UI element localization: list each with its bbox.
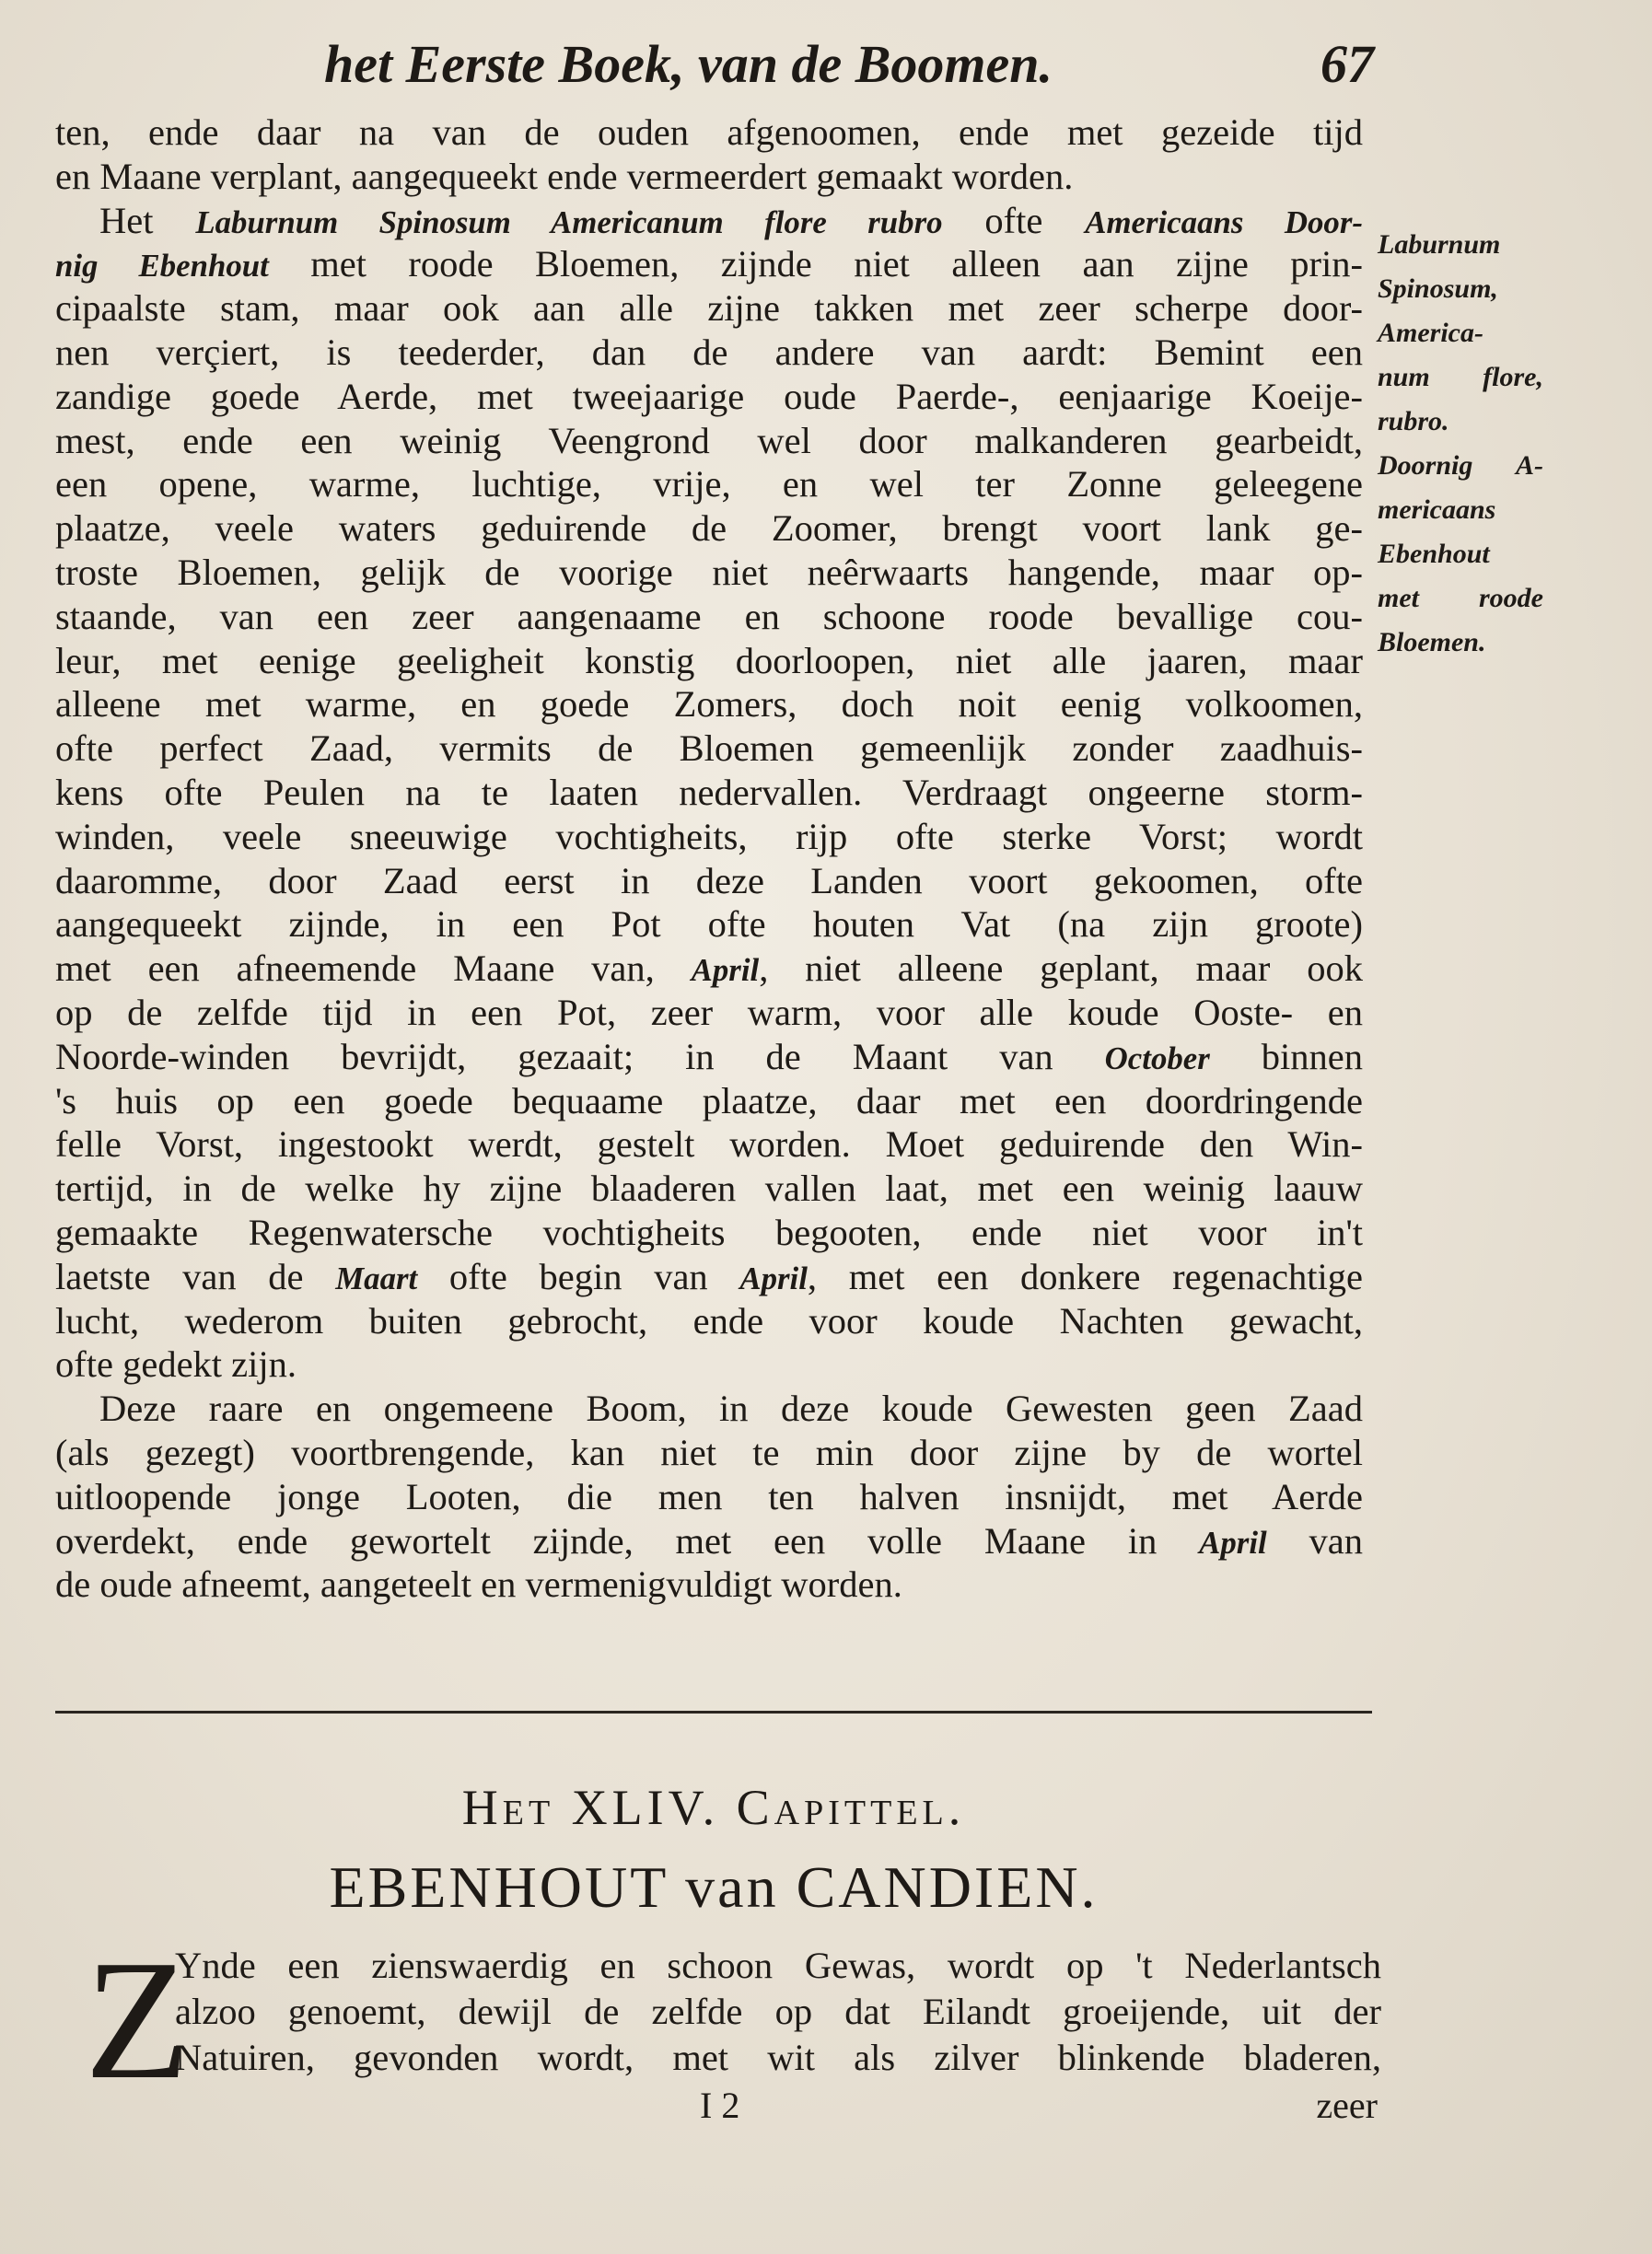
catchword: zeer <box>1316 2085 1378 2126</box>
text-line: troste Bloemen, gelijk de voorige niet neêrwaarts hangende, maar op- <box>55 551 1363 593</box>
text-line: Natuiren, gevonden wordt, met wit als zilver blinkende bladeren, <box>175 2037 1381 2078</box>
text-line: nen verçiert, is teederder, dan de andere van aardt: Bemint een <box>55 331 1363 373</box>
text-line: op de zelfde tijd in een Pot, zeer warm, voor alle koude Ooste- en <box>55 991 1363 1033</box>
text-line: lucht, wederom buiten gebrocht, ende voor koude Nachten gewacht, <box>55 1299 1363 1342</box>
chapter-opening-text <box>175 1943 1381 2081</box>
margin-note-line: rubro. <box>1378 406 1449 436</box>
running-header <box>324 28 1374 101</box>
text-line: nig Ebenhout met roode Bloemen, zijnde niet alleen aan zijne prin- <box>55 243 1363 285</box>
italic-term: Maart <box>335 1260 418 1296</box>
text-line: plaatze, veele waters geduirende de Zoomer, brengt voort lank ge- <box>55 507 1363 550</box>
margin-note-line: Spinosum, <box>1378 273 1498 304</box>
chapter-heading: Het XLIV. Capittel. <box>461 1780 966 1835</box>
page-number: 67 <box>1320 34 1374 94</box>
text-line: Deze raare en ongemeene Boom, in deze koude Gewesten geen Zaad <box>99 1388 1363 1430</box>
text-line: Het Laburnum Spinosum Americanum flore rubro ofte Americaans Door- <box>99 199 1363 241</box>
text-line: staande, van een zeer aangenaame en schoone roode bevallige cou- <box>55 595 1363 637</box>
text-line: (als gezegt) voortbrengende, kan niet te min door zijne by de wortel <box>55 1431 1363 1473</box>
text-line: met een afneemende Maane van, April, niet alleene geplant, maar ook <box>55 947 1363 990</box>
drop-cap: Z <box>85 1925 190 2115</box>
text-line: zandige goede Aerde, met tweejaarige oude Paerde-, eenjaarige Koeije- <box>55 375 1363 417</box>
margin-note <box>1378 223 1543 665</box>
text-line: alzoo genoemt, dewijl de zelfde op dat Eilandt groeijende, uit der <box>175 1991 1381 2032</box>
text-line: ofte gedekt zijn. <box>55 1343 297 1386</box>
text-line: alleene met warme, en goede Zomers, doch noit eenig volkoomen, <box>55 683 1363 726</box>
section-divider-rule <box>55 1711 1372 1714</box>
running-title: het Eerste Boek, van de Boomen. <box>324 34 1053 94</box>
chapter-title: EBENHOUT van CANDIEN. <box>329 1854 1099 1920</box>
margin-note-line: met roode <box>1378 583 1543 613</box>
text-line: overdekt, ende gewortelt zijnde, met een volle Maane in April van <box>55 1519 1363 1562</box>
text-line: Ynde een zienswaerdig en schoon Gewas, wordt op 't Nederlantsch <box>175 1945 1381 1986</box>
margin-note-line: num flore, <box>1378 362 1543 392</box>
italic-term: Laburnum Spinosum Americanum flore rubro <box>195 203 943 240</box>
text-line: leur, met eenige geeligheit konstig doorloopen, niet alle jaaren, maar <box>55 639 1363 681</box>
text-line: winden, veele sneeuwige vochtigheits, rijp ofte sterke Vorst; wordt <box>55 815 1363 857</box>
text-line: een opene, warme, luchtige, vrije, en wel ter Zonne geleegene <box>55 463 1363 505</box>
text-line: felle Vorst, ingestookt werdt, gestelt worden. Moet geduirende den Win- <box>55 1123 1363 1166</box>
text-line: cipaalste stam, maar ook aan alle zijne takken met zeer scherpe door- <box>55 287 1363 330</box>
text-line: ofte perfect Zaad, vermits de Bloemen gemeenlijk zonder zaadhuis- <box>55 727 1363 770</box>
italic-term: April <box>1199 1524 1267 1561</box>
signature-mark: I 2 <box>700 2085 740 2126</box>
text-line: gemaakte Regenwatersche vochtigheits begooten, ende niet voor in't <box>55 1211 1363 1253</box>
margin-note-line: America- <box>1378 318 1483 348</box>
main-text-block <box>55 110 1363 1607</box>
text-line: uitloopende jonge Looten, die men ten halven insnijdt, met Aerde <box>55 1475 1363 1517</box>
italic-term: April <box>739 1260 808 1296</box>
margin-note-line: Doornig A- <box>1378 450 1543 481</box>
text-line: ten, ende daar na van de ouden afgenoomen, ende met gezeide tijd <box>55 111 1363 153</box>
text-line: Noorde-winden bevrijdt, gezaait; in de Maant van October binnen <box>55 1035 1363 1077</box>
text-line: tertijd, in de welke hy zijne blaaderen vallen laat, met een weinig laauw <box>55 1168 1363 1210</box>
margin-note-line: Bloemen. <box>1378 627 1486 657</box>
margin-note-line: Laburnum <box>1378 229 1501 260</box>
text-line: en Maane verplant, aangequeekt ende vermeerdert gemaakt worden. <box>55 155 1074 197</box>
italic-term: October <box>1104 1040 1210 1076</box>
text-line: daaromme, door Zaad eerst in deze Landen voort gekoomen, ofte <box>55 859 1363 901</box>
text-line: mest, ende een weinig Veengrond wel door malkanderen gearbeidt, <box>55 419 1363 461</box>
text-line: de oude afneemt, aangeteelt en vermenigvuldigt worden. <box>55 1563 902 1606</box>
text-line: 's huis op een goede bequaame plaatze, daar met een doordringende <box>55 1079 1363 1121</box>
italic-term: April <box>691 952 760 989</box>
text-line: laetste van de Maart ofte begin van April, met een donkere regenachtige <box>55 1255 1363 1297</box>
margin-note-line: mericaans <box>1378 494 1496 525</box>
margin-note-line: Ebenhout <box>1378 539 1490 569</box>
italic-term: Americaans Door- <box>1085 203 1363 240</box>
italic-term: nig Ebenhout <box>55 248 269 285</box>
text-line: kens ofte Peulen na te laaten nedervallen. Verdraagt ongeerne storm- <box>55 771 1363 813</box>
text-line: aangequeekt zijnde, in een Pot ofte houten Vat (na zijn groote) <box>55 903 1363 946</box>
